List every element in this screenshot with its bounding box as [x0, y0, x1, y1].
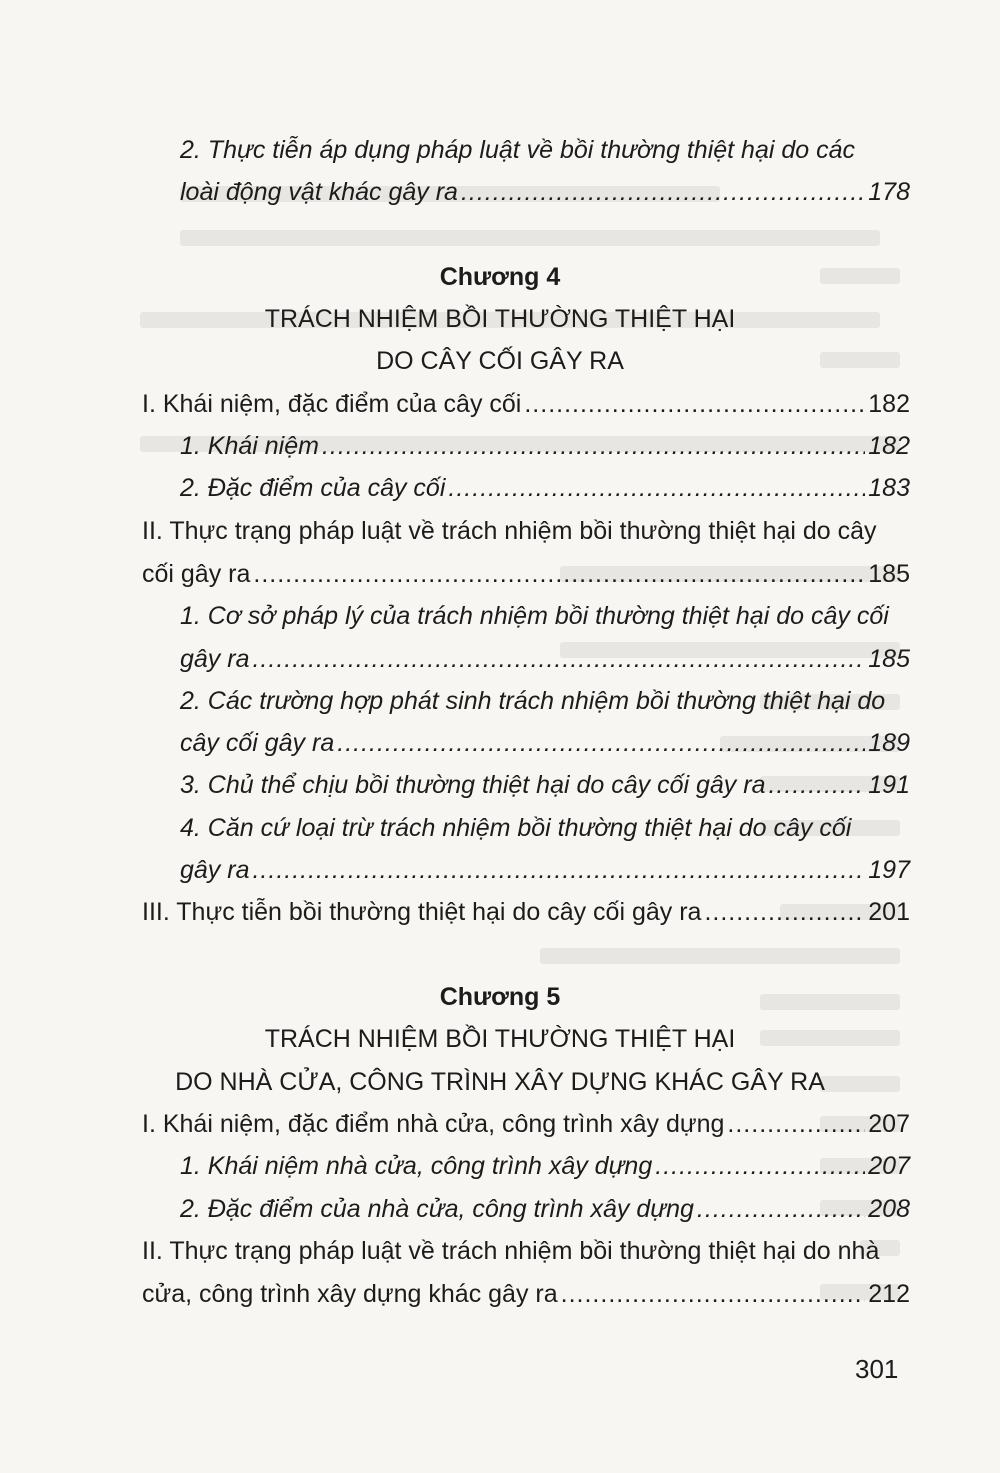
toc-page-number: 183: [868, 474, 910, 502]
chapter-title: DO NHÀ CỬA, CÔNG TRÌNH XÂY DỰNG KHÁC GÂY RA: [175, 1068, 825, 1096]
toc-entry-text: 2. Đặc điểm của nhà cửa, công trình xây dựng: [180, 1195, 694, 1223]
toc-page-number: 185: [868, 560, 910, 588]
toc-page-number: 182: [868, 390, 910, 418]
toc-entry[interactable]: [142, 1278, 910, 1310]
dot-leader: [322, 430, 865, 462]
toc-entry-text: I. Khái niệm, đặc điểm của cây cối: [142, 390, 522, 418]
toc-entry-text: I. Khái niệm, đặc điểm nhà cửa, công trình xây dựng: [142, 1110, 725, 1138]
chapter-label: Chương 5: [439, 983, 561, 1011]
toc-entry-text: 4. Căn cứ loại trừ trách nhiệm bồi thường thiệt hại do cây cối: [180, 814, 852, 842]
dot-leader: [561, 1278, 866, 1310]
toc-entry-text: cối gây ra: [142, 560, 251, 588]
toc-entry-text: loài động vật khác gây ra: [180, 178, 458, 206]
toc-page-number: 191: [868, 771, 910, 799]
toc-page-number: 207: [868, 1152, 910, 1180]
toc-entry-text: cây cối gây ra: [180, 729, 335, 757]
page-number: 301: [855, 1354, 899, 1384]
chapter-label: Chương 4: [439, 263, 561, 291]
toc-entry[interactable]: [180, 769, 910, 801]
toc-entry[interactable]: [180, 430, 910, 462]
toc-entry[interactable]: [180, 472, 910, 504]
toc-entry[interactable]: [180, 643, 910, 675]
dot-leader: [252, 854, 865, 886]
chapter-title: TRÁCH NHIỆM BỒI THƯỜNG THIỆT HẠI: [264, 305, 736, 333]
toc-entry[interactable]: [180, 1150, 910, 1182]
toc-page-number: 208: [868, 1195, 910, 1223]
dot-leader: [253, 558, 865, 590]
toc-entry-text: 3. Chủ thể chịu bồi thường thiệt hại do cây cối gây ra: [180, 771, 766, 799]
toc-entry-text: 1. Cơ sở pháp lý của trách nhiệm bồi thường thiệt hại do cây cối: [180, 602, 889, 630]
toc-entry-text: cửa, công trình xây dựng khác gây ra: [142, 1280, 558, 1308]
dot-leader: [337, 727, 865, 759]
toc-page-number: 201: [868, 898, 910, 926]
toc-entry-text: 2. Các trường hợp phát sinh trách nhiệm bồi thường thiệt hại do: [180, 687, 886, 715]
dot-leader: [768, 769, 865, 801]
toc-entry-text: 1. Khái niệm: [180, 432, 319, 460]
toc-entry-text: II. Thực trạng pháp luật về trách nhiệm bồi thường thiệt hại do nhà: [142, 1237, 880, 1265]
toc-entry-text: II. Thực trạng pháp luật về trách nhiệm bồi thường thiệt hại do cây: [142, 517, 877, 545]
toc-entry-text: 2. Thực tiễn áp dụng pháp luật về bồi thường thiệt hại do các: [180, 136, 856, 164]
toc-entry-text: gây ra: [180, 645, 250, 673]
toc-entry[interactable]: [180, 727, 910, 759]
toc-entry-text: 2. Đặc điểm của cây cối: [180, 474, 446, 502]
toc-entry-text: 1. Khái niệm nhà cửa, công trình xây dựng: [180, 1152, 653, 1180]
toc-entry-text: III. Thực tiễn bồi thường thiệt hại do cây cối gây ra: [142, 898, 702, 926]
dot-leader: [697, 1193, 865, 1225]
chapter-title: TRÁCH NHIỆM BỒI THƯỜNG THIỆT HẠI: [264, 1025, 736, 1053]
toc-page-number: 189: [868, 729, 910, 757]
toc-page-number: 212: [868, 1280, 910, 1308]
chapter-title: DO CÂY CỐI GÂY RA: [376, 347, 624, 375]
dot-leader: [461, 176, 865, 208]
toc-entry[interactable]: [180, 1193, 910, 1225]
toc-entry[interactable]: [180, 176, 910, 208]
dot-leader: [524, 388, 865, 420]
toc-page-number: 178: [868, 178, 910, 206]
toc-page-number: 185: [868, 645, 910, 673]
dot-leader: [448, 472, 865, 504]
toc-page-number: 182: [868, 432, 910, 460]
toc-entry[interactable]: [142, 388, 910, 420]
toc-entry-text: gây ra: [180, 856, 250, 884]
dot-leader: [727, 1108, 865, 1140]
toc-entry[interactable]: [142, 558, 910, 590]
toc-entry[interactable]: [142, 1108, 910, 1140]
toc-page-number: 197: [868, 856, 910, 884]
dot-leader: [252, 643, 865, 675]
toc-entry[interactable]: [142, 896, 910, 928]
toc-entry[interactable]: [180, 854, 910, 886]
dot-leader: [655, 1150, 865, 1182]
dot-leader: [704, 896, 865, 928]
toc-page-number: 207: [868, 1110, 910, 1138]
